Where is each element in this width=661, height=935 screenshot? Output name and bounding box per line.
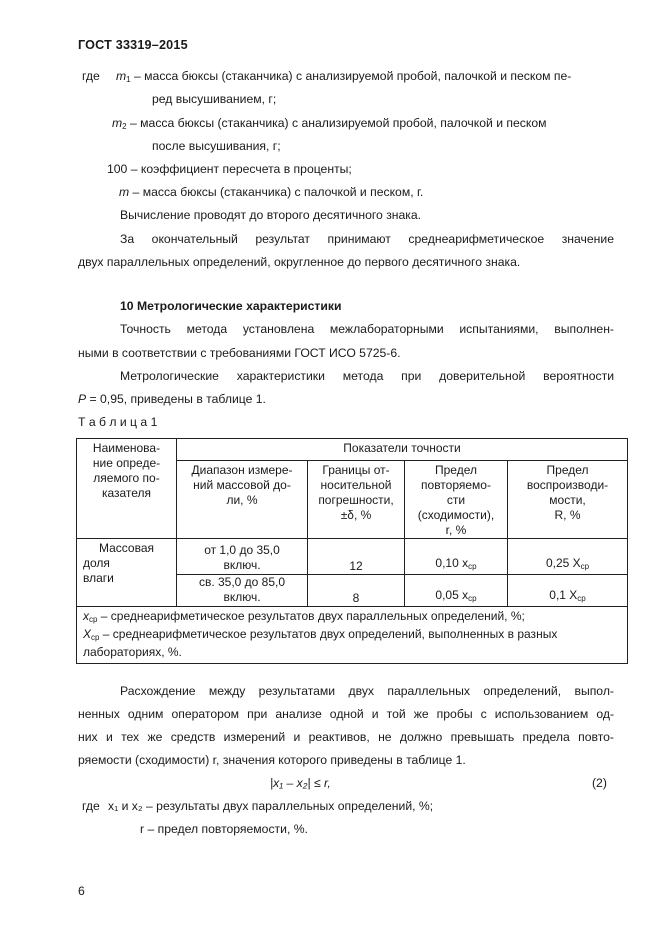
- header-indicator-name: Наименова- ние опреде- ляемого по- казателя: [77, 439, 177, 539]
- formula-number: (2): [592, 776, 607, 790]
- table-cell-range: от 1,0 до 35,0 включ.: [177, 539, 308, 575]
- para-discrepancy-l4: ряемости (сходимости) r, значения которого приведены в таблице 1.: [78, 753, 466, 767]
- table-cell-error: 8: [308, 575, 405, 607]
- metrology-table: [76, 438, 628, 664]
- para-metrology-l1: Метрологические характеристики метода при доверительной вероятности: [120, 369, 614, 383]
- para-accuracy-l2: ными в соответствии с требованиями ГОСТ ИСО 5725-6.: [78, 346, 401, 360]
- para-final-l1: За окончательный результат принимают среднеарифметическое значение: [120, 232, 614, 246]
- table-cell-repro: 0,25 $X_{ср}$: [508, 539, 628, 575]
- definition-r: r – предел повторяемости, %.: [140, 822, 308, 836]
- definition-m2: $m_2$ – масса бюксы (стаканчика) с анализируемой пробой, палочкой и песком: [112, 116, 547, 131]
- table-cell-range: св. 35,0 до 85,0 включ.: [177, 575, 308, 607]
- document-header: ГОСТ 33319–2015: [78, 38, 188, 52]
- definition-100: 100 – коэффициент пересчета в проценты;: [107, 162, 352, 176]
- where-label-2: где: [82, 799, 100, 813]
- para-discrepancy-l1: Расхождение между результатами двух параллельных определений, выпол-: [120, 684, 614, 698]
- definition-m: m – масса бюксы (стаканчика) с палочкой и песком, г.: [119, 185, 424, 199]
- definition-m1: $m_1$ – масса бюксы (стаканчика) с анализируемой пробой, палочкой и песком пе-: [116, 69, 572, 84]
- header-range: Диапазон измере- ний массовой до- ли, %: [177, 461, 308, 539]
- table-cell-repeat: 0,05 $x_{ср}$: [405, 575, 508, 607]
- page-number: 6: [78, 884, 85, 898]
- header-accuracy-group: Показатели точности: [177, 439, 628, 461]
- para-final-l2: двух параллельных определений, округленное до первого десятичного знака.: [78, 255, 521, 269]
- table-caption: Т а б л и ц а 1: [78, 415, 158, 429]
- header-error-bounds: Границы от- носительной погрешности, ±δ, %: [308, 461, 405, 539]
- where-label: где: [82, 69, 100, 83]
- header-repeatability: Предел повторяемо- сти (сходимости), r, %: [405, 461, 508, 539]
- para-calc: Вычисление проводят до второго десятичного знака.: [120, 208, 422, 222]
- table-cell-repeat: 0,10 $x_{ср}$: [405, 539, 508, 575]
- table-cell-error: 12: [308, 539, 405, 575]
- para-metrology-l2: P = 0,95, приведены в таблице 1.: [78, 392, 266, 406]
- header-reproducibility: Предел воспроизводи- мости, R, %: [508, 461, 628, 539]
- section-title: 10 Метрологические характеристики: [120, 299, 342, 313]
- table-cell-repro: 0,1 $X_{ср}$: [508, 575, 628, 607]
- table-note: $x_{ср}$ – среднеарифметическое результатов двух параллельных определений, %; $X_{ср}$ – среднеарифметическое результатов двух определений, выполненных в разных лабораториях, %.: [77, 607, 628, 664]
- para-accuracy-l1: Точность метода установлена межлабораторными испытаниями, выполнен-: [120, 322, 614, 336]
- definition-m2-cont: после высушивания, г;: [152, 139, 281, 153]
- para-discrepancy-l3: них и тех же средств измерений и реактивов, не должно превышать предела повто-: [78, 730, 614, 744]
- row-indicator-name: Массовая доля влаги: [77, 539, 177, 607]
- definition-m1-cont: ред высушиванием, г;: [152, 92, 277, 106]
- formula: |x₁ – x₂| ≤ r,: [270, 776, 331, 790]
- definition-x1-x2: x₁ и x₂ – результаты двух параллельных определений, %;: [108, 799, 434, 813]
- para-discrepancy-l2: ненных одним оператором при анализе одной и той же пробы с использованием од-: [78, 707, 614, 721]
